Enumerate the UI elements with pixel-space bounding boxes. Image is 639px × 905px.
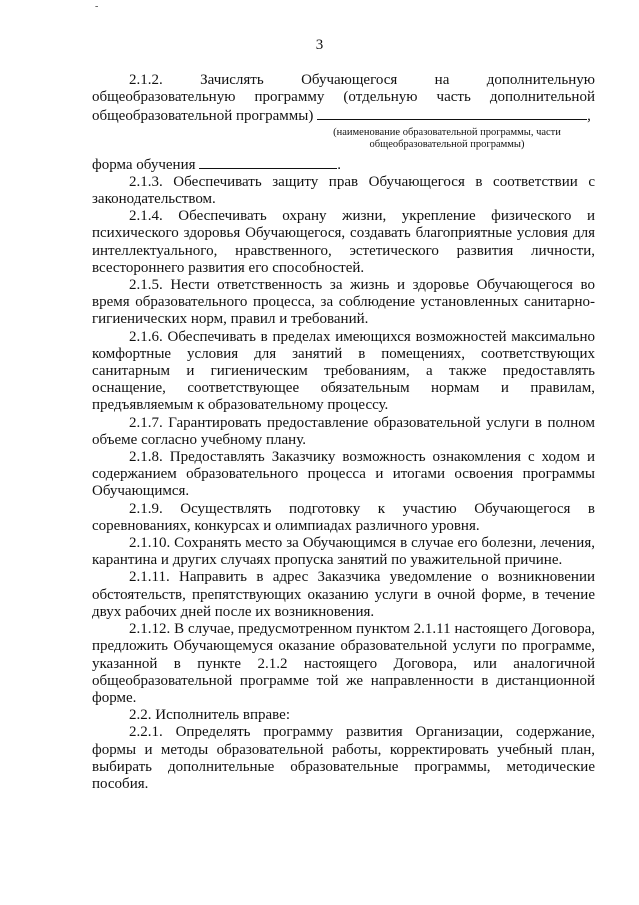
form-of-study-line [92,155,595,174]
clause-2-1-9: 2.1.9. Осуществлять подготовку к участию Обучающегося в соревнованиях, конкурсах и олимпиадах различного уровня. [92,500,595,534]
clause-2-1-8: 2.1.8. Предоставлять Заказчику возможность ознакомления с ходом и содержанием образовательного процесса и итогами освоения программы Обучающимся. [92,449,595,500]
clause-2-1-2-text: 2.1.2. Зачислять Обучающегося на дополнительную общеобразовательную программу (отдельную часть дополнительной общеобразовательной программы) [92,72,595,125]
clause-2-1-6: 2.1.6. Обеспечивать в пределах имеющихся возможностей максимально комфортные условия для занятий в помещениях, соответствующих санитарным и гигиеническим требованиям, а также предоставлять оснащение, соответствующее обязательным нормам и правилам, предъявляемым к образовательному процессу. [92,328,595,414]
program-name-caption: (наименование образовательной программы, части общеобразовательной программы) [333,126,561,151]
page-mark: - [95,1,99,12]
program-name-blank [317,106,587,120]
clause-2-1-2 [92,72,595,126]
trailing-comma: , [587,108,591,125]
form-of-study-blank [199,155,337,169]
clause-2-1-3: 2.1.3. Обеспечивать защиту прав Обучающегося в соответствии с законодательством. [92,173,595,208]
clause-2-2: 2.2. Исполнитель вправе: [129,707,290,724]
page-number: 3 [315,37,324,53]
clause-2-1-4: 2.1.4. Обеспечивать охрану жизни, укрепление физического и психического здоровья Обучающегося, создавать благоприятные условия для интеллектуального, нравственного, эстетического развития личности, всестороннего развития его способностей. [92,208,595,276]
clause-2-2-1: 2.2.1. Определять программу развития Организации, содержание, формы и методы образовательной работы, корректировать учебный план, выбирать дополнительные образовательные программы, методические пособия. [92,724,595,792]
clause-2-1-7: 2.1.7. Гарантировать предоставление образовательной услуги в полном объеме согласно учебному плану. [92,414,595,448]
clause-2-1-12: 2.1.12. В случае, предусмотренном пунктом 2.1.11 настоящего Договора, предложить Обучающемуся оказание образовательной услуги по программе, указанной в пункте 2.1.2 настоящего Договора, или аналогичной общеобразовательной программе той же направленности в дистанционной форме. [92,621,595,706]
clause-2-1-5: 2.1.5. Нести ответственность за жизнь и здоровье Обучающегося во время образовательного процесса, за соблюдение установленных санитарно-гигиенических норм, правил и требований. [92,277,595,328]
form-of-study-period: . [337,156,342,173]
clause-2-1-11: 2.1.11. Направить в адрес Заказчика уведомление о возникновении обстоятельств, препятствующих оказанию услуги в очной форме, в течение двух рабочих дней после их возникновения. [92,569,595,620]
clause-2-1-10: 2.1.10. Сохранять место за Обучающимся в случае его болезни, лечения, карантина и других случаях пропуска занятий по уважительной причине. [92,535,595,569]
contract-body [92,72,595,793]
form-of-study-label: форма обучения [92,156,196,173]
